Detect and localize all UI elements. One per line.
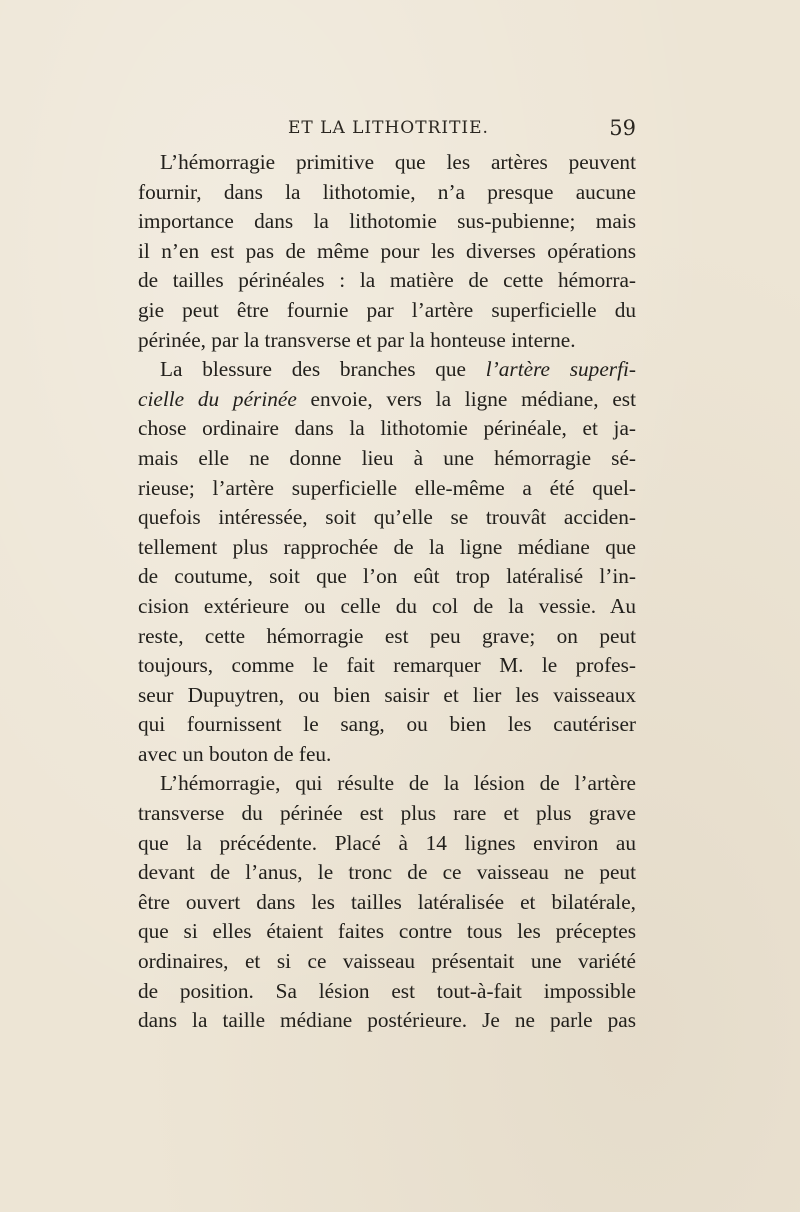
line-text: qui fournissent le sang, ou bien les cautériser	[138, 712, 636, 737]
text-line	[138, 266, 636, 296]
line-text: transverse du périnée est plus rare et plus grave	[138, 801, 636, 826]
text-line	[138, 651, 636, 681]
text-line	[138, 740, 636, 770]
italic-text: cielle du périnée	[138, 386, 297, 411]
text-line	[138, 710, 636, 740]
line-text: L’hémorragie, qui résulte de la lésion de l’artère	[160, 771, 636, 796]
text-line	[138, 503, 636, 533]
page-number: 59	[609, 116, 636, 140]
text-line	[138, 592, 636, 622]
text-line	[138, 444, 636, 474]
line-text: cision extérieure ou celle du col de la vessie. Au	[138, 593, 636, 618]
text-line	[138, 562, 636, 592]
text-line	[138, 977, 636, 1007]
line-text: il n’en est pas de même pour les diverses opérations	[138, 238, 636, 263]
line-text: La blessure des branches que	[160, 357, 486, 382]
line-text: rieuse; l’artère superficielle elle-même a été quel-	[138, 475, 636, 500]
line-text: mais elle ne donne lieu à une hémorragie sé-	[138, 445, 636, 470]
line-text: envoie, vers la ligne médiane, est	[296, 386, 636, 411]
text-line	[138, 799, 636, 829]
text-line	[138, 355, 636, 385]
page-header	[138, 114, 636, 144]
line-text: L’hémorragie primitive que les artères peuvent	[160, 150, 636, 174]
text-line	[138, 681, 636, 711]
text-line	[138, 474, 636, 504]
text-line	[138, 326, 636, 356]
text-line	[138, 947, 636, 977]
line-text: fournir, dans la lithotomie, n’a presque aucune	[138, 179, 636, 204]
text-line	[138, 414, 636, 444]
line-text: importance dans la lithotomie sus-pubienne; mais	[138, 209, 636, 234]
text-line	[138, 207, 636, 237]
text-line	[138, 178, 636, 208]
text-line	[138, 148, 636, 178]
text-line	[138, 237, 636, 267]
line-text: périnée, par la transverse et par la honteuse interne.	[138, 327, 576, 352]
line-text: être ouvert dans les tailles latéralisée et bilatérale,	[138, 889, 636, 914]
text-line	[138, 858, 636, 888]
line-text: que si elles étaient faites contre tous les préceptes	[138, 919, 636, 944]
line-text: chose ordinaire dans la lithotomie périnéale, et ja-	[138, 416, 636, 441]
line-text: de tailles périnéales : la matière de cette hémorra-	[138, 268, 636, 293]
text-line	[138, 533, 636, 563]
text-line	[138, 1006, 636, 1036]
line-text: dans la taille médiane postérieure. Je ne parle pas	[138, 1008, 636, 1033]
text-line	[138, 888, 636, 918]
line-text: gie peut être fournie par l’artère superficielle du	[138, 297, 636, 322]
text-line	[138, 917, 636, 947]
line-text: toujours, comme le fait remarquer M. le profes-	[138, 653, 636, 678]
line-text: ordinaires, et si ce vaisseau présentait une variété	[138, 949, 636, 974]
text-line	[138, 769, 636, 799]
line-text: de coutume, soit que l’on eût trop latéralisé l’in-	[138, 564, 636, 589]
line-text: que la précédente. Placé à 14 lignes environ au	[138, 830, 636, 855]
line-text: seur Dupuytren, ou bien saisir et lier les vaisseaux	[138, 682, 636, 707]
italic-text: l’artère superfi-	[485, 357, 636, 382]
text-line	[138, 385, 636, 415]
body-text	[138, 148, 636, 1036]
line-text: de position. Sa lésion est tout-à-fait impossible	[138, 978, 636, 1003]
line-text: tellement plus rapprochée de la ligne médiane que	[138, 534, 636, 559]
line-text: avec un bouton de feu.	[138, 741, 332, 766]
line-text: devant de l’anus, le tronc de ce vaisseau ne peut	[138, 860, 636, 885]
line-text: reste, cette hémorragie est peu grave; on peut	[138, 623, 636, 648]
text-line	[138, 622, 636, 652]
line-text: quefois intéressée, soit qu’elle se trouvât acciden-	[138, 505, 636, 530]
text-line	[138, 829, 636, 859]
text-line	[138, 296, 636, 326]
running-head: ET LA LITHOTRITIE.	[288, 118, 489, 138]
